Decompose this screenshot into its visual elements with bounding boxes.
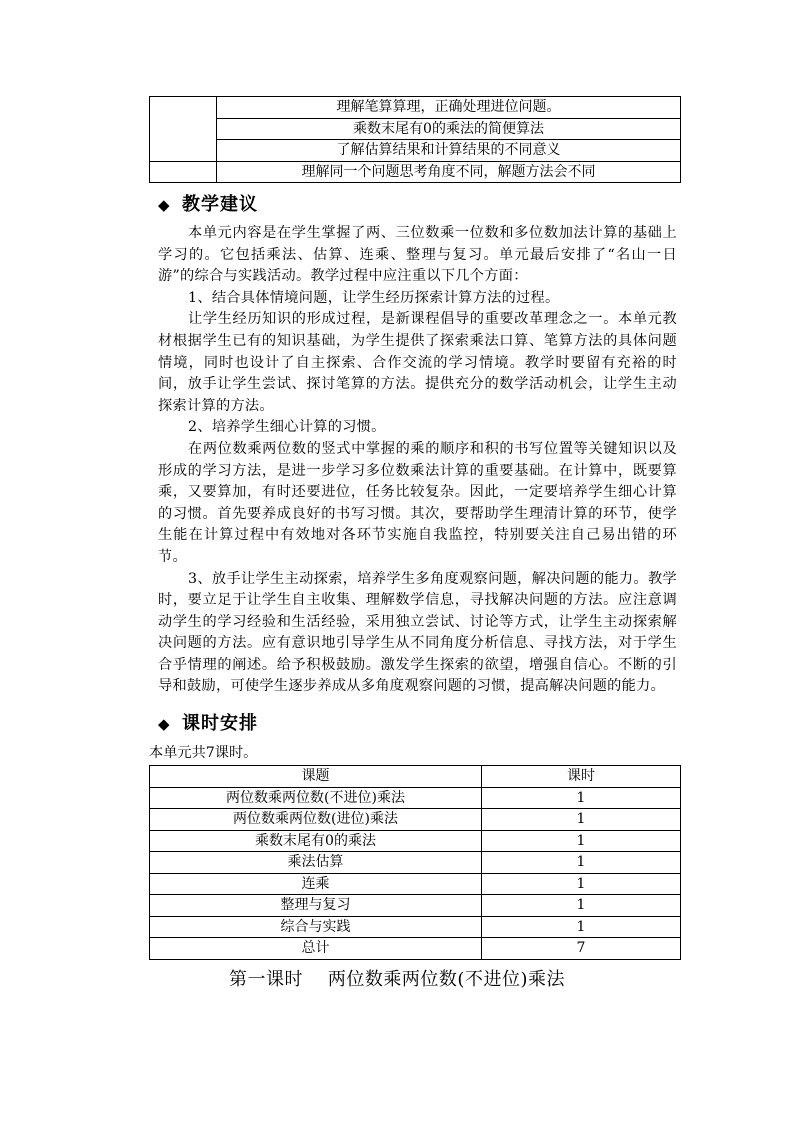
paragraph: 让学生经历知识的形成过程，是新课程倡导的重要改革理念之一。本单元教材根据学生已有的知识基础，为学生提供了探索乘法口算、笔算方法的具体问题情境，同时也设计了自主探索、合作交流的学习情境。教学时要留有充裕的时间，放手让学生尝试、探讨笔算的方法。提供充分的数学活动机会，让学生主动探索计算的方法。 (158, 311, 677, 414)
paragraph: 2、培养学生细心计算的习惯。 (188, 419, 386, 436)
table-cell: 乘法估算 (150, 852, 482, 874)
table-row (150, 873, 681, 895)
table-cell: 乘数末尾有0的乘法的简便算法 (217, 118, 681, 140)
paragraph: 在两位数乘两位数的竖式中掌握的乘的顺序和积的书写位置等关键知识以及形成的学习方法，是进一步学习多位数乘法计算的重要基础。在计算中，既要算乘，又要算加，有时还要进位，任务比较复杂。因此，一定要培养学生细心计算的习惯。首先要养成良好的书写习惯。其次，要帮助学生理清计算的环节，使学生能在计算过程中有效地对各环节实施自我监控，特别要关注自己易出错的环节。 (158, 440, 677, 565)
table-row (150, 852, 681, 874)
table-cell: 总计 (150, 938, 482, 960)
heading-text: 教学建议 (182, 194, 258, 215)
lesson-title: 第一课时 两位数乘两位数(不进位)乘法 (229, 969, 565, 990)
table-cell: 了解估算结果和计算结果的不同意义 (217, 140, 681, 162)
table-cell: 两位数乘两位数(不进位)乘法 (150, 787, 482, 809)
table-cell: 整理与复习 (150, 895, 482, 917)
section-heading-schedule (158, 711, 258, 737)
table-header-row (150, 766, 681, 788)
objectives-table (149, 96, 681, 183)
table-cell: 两位数乘两位数(进位)乘法 (150, 809, 482, 831)
table-row (150, 830, 681, 852)
table-cell: 1 (482, 787, 681, 809)
table-cell: 1 (482, 873, 681, 895)
table-cell: 1 (482, 916, 681, 938)
table-cell: 1 (482, 830, 681, 852)
table-cell: 乘数末尾有0的乘法 (150, 830, 482, 852)
table-row (150, 809, 681, 831)
table-row (150, 895, 681, 917)
paragraph: 3、放手让学生主动探索，培养学生多角度观察问题，解决问题的能力。教学时，要立足于让学生自主收集、理解数学信息，寻找解决问题的方法。应注意调动学生的学习经验和生活经验，采用独立尝试、讨论等方式，让学生主动探索解决问题的方法。应有意识地引导学生从不同角度分析信息、寻找方法，对于学生合乎情理的阐述。给予积极鼓励。激发学生探索的欲望，增强自信心。不断的引导和鼓励，可使学生逐步养成从多角度观察问题的习惯，提高解决问题的能力。 (158, 570, 677, 695)
diamond-bullet-icon: ◆ (158, 715, 171, 733)
table-cell-empty (150, 97, 217, 162)
table-cell: 理解笔算算理，正确处理进位问题。 (217, 97, 681, 119)
table-row (150, 97, 681, 119)
diamond-bullet-icon: ◆ (158, 196, 171, 214)
table-row (150, 916, 681, 938)
header-cell-hours: 课时 (482, 766, 681, 788)
table-row (150, 161, 681, 183)
heading-text: 课时安排 (182, 713, 258, 734)
table-row (150, 938, 681, 960)
paragraph: 本单元内容是在学生掌握了两、三位数乘一位数和多位数加法计算的基础上学习的。它包括乘法、估算、连乘、整理与复习。单元最后安排了“名山一日游”的综合与实践活动。教学过程中应注重以下几个方面： (158, 225, 677, 285)
header-cell-topic: 课题 (150, 766, 482, 788)
table-cell: 1 (482, 809, 681, 831)
schedule-table (149, 765, 681, 960)
table-cell: 综合与实践 (150, 916, 482, 938)
table-cell: 7 (482, 938, 681, 960)
table-cell: 1 (482, 895, 681, 917)
table-cell: 1 (482, 852, 681, 874)
table-cell: 连乘 (150, 873, 482, 895)
teaching-body (158, 223, 677, 698)
section-heading-teaching (158, 192, 258, 218)
table-row (150, 118, 681, 140)
table-cell-empty (150, 161, 217, 183)
schedule-note: 本单元共7课时。 (149, 745, 258, 761)
paragraph: 1、结合具体情境问题，让学生经历探索计算方法的过程。 (188, 289, 560, 306)
table-cell: 理解同一个问题思考角度不同，解题方法会不同 (217, 161, 681, 183)
table-row (150, 787, 681, 809)
table-row (150, 140, 681, 162)
